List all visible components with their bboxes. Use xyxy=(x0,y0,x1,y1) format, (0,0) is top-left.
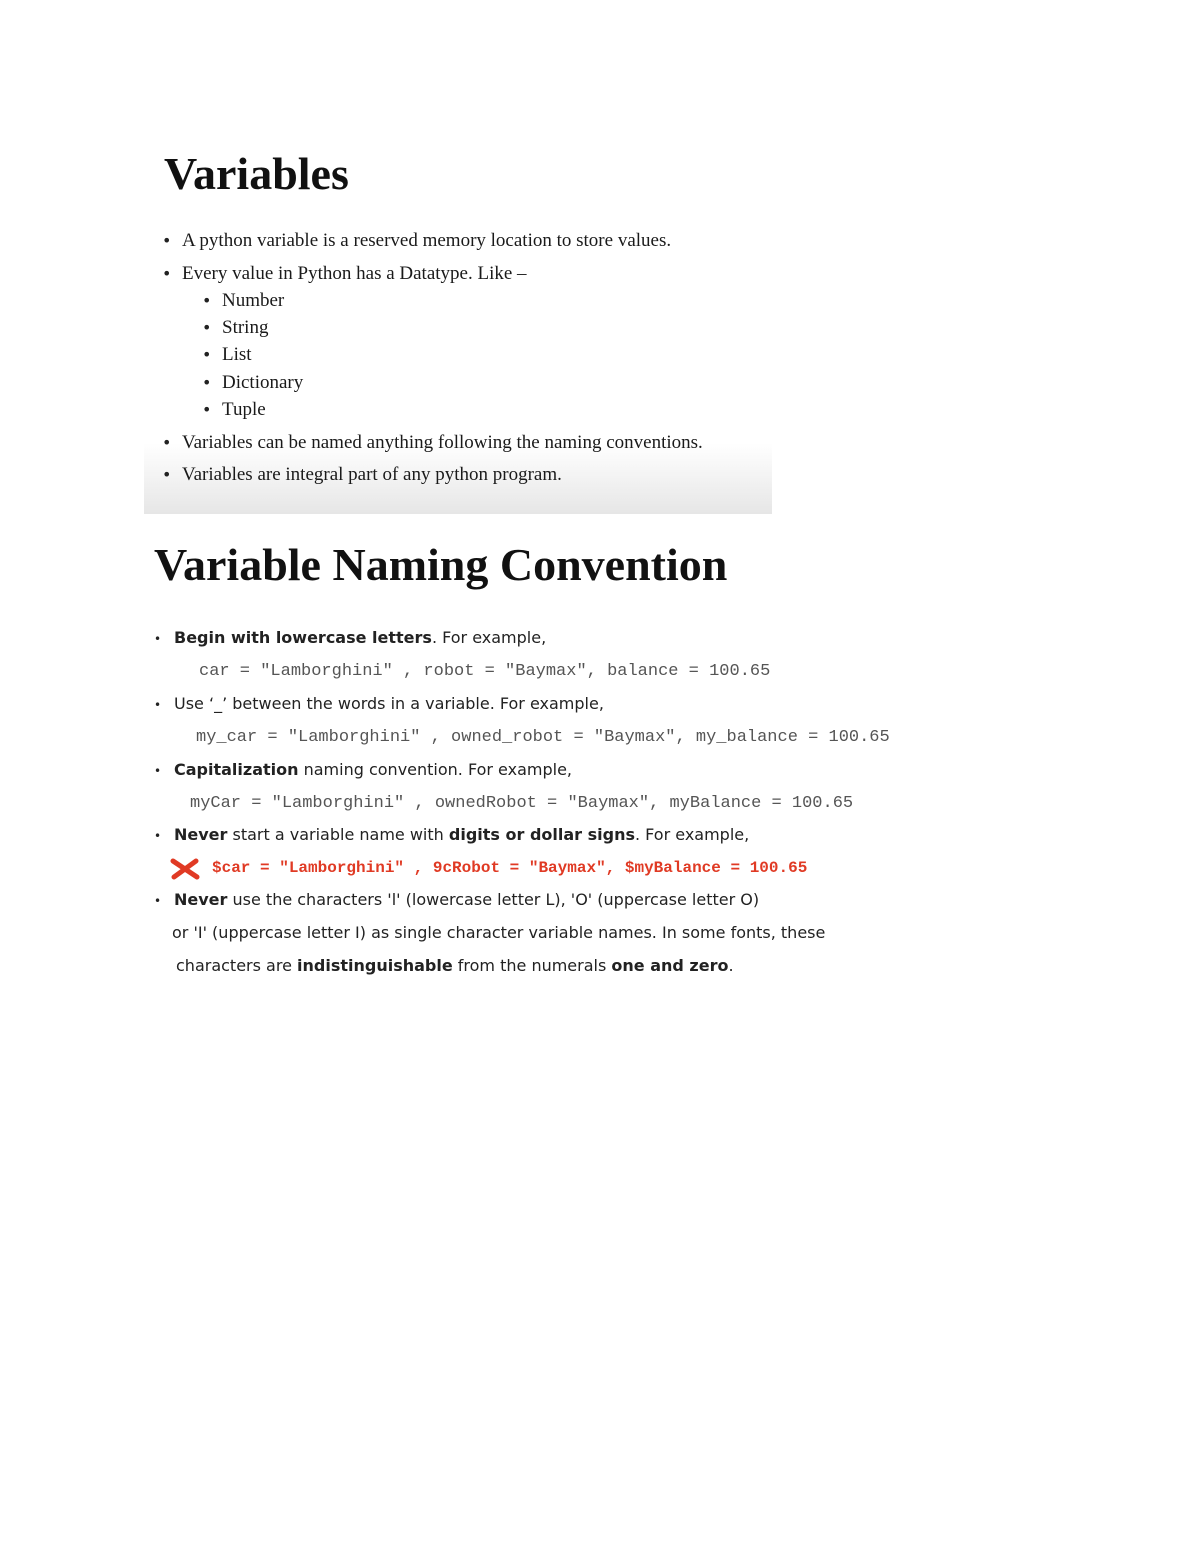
datatype-number: Number xyxy=(222,290,285,311)
rule-no-digits-bold-1: Never xyxy=(174,825,228,844)
variables-title: Variables xyxy=(164,148,349,199)
rule-ambiguous-mid: from the numerals xyxy=(452,956,612,975)
bullet-dot: • xyxy=(162,465,172,484)
datatype-string: String xyxy=(222,317,269,338)
rule-lowercase-rest: . For example, xyxy=(431,628,547,647)
rule-underscore: Use ‘_’ between the words in a variable. For example, xyxy=(174,694,604,713)
rule-ambiguous-rest: use the characters 'l' (lowercase letter L), 'O' (uppercase letter O) xyxy=(227,890,760,909)
bullet-dot: • xyxy=(154,894,162,908)
datatype-dictionary: Dictionary xyxy=(222,372,304,393)
rule-ambiguous-bold: Never xyxy=(174,890,228,909)
code-example-invalid: $car = "Lamborghini" , 9cRobot = "Baymax", $myBalance = 100.65 xyxy=(212,859,808,877)
bullet-dot: • xyxy=(162,264,172,283)
rule-no-digits xyxy=(174,824,749,846)
bullet-dot: • xyxy=(154,829,162,843)
bullet-dot: • xyxy=(154,764,162,778)
rule-ambiguous-chars-line-2: or 'I' (uppercase letter I) as single character variable names. In some fonts, these xyxy=(172,923,826,942)
datatype-tuple: Tuple xyxy=(222,399,266,420)
variables-bullet-3: Variables can be named anything following the naming conventions. xyxy=(182,432,703,453)
cross-icon xyxy=(170,857,200,881)
rule-ambiguous-chars-line-3 xyxy=(176,955,734,977)
rule-ambiguous-bold-2: one and zero xyxy=(611,956,729,975)
code-example-underscore: my_car = "Lamborghini" , owned_robot = "Baymax", my_balance = 100.65 xyxy=(196,728,890,747)
rule-lowercase-bold: Begin with lowercase letters xyxy=(174,628,432,647)
rule-capitalization xyxy=(174,759,572,781)
rule-capitalization-rest: naming convention. For example, xyxy=(298,760,572,779)
rule-capitalization-bold: Capitalization xyxy=(174,760,299,779)
bullet-dot: • xyxy=(162,433,172,452)
datatype-list: List xyxy=(222,344,252,365)
variables-bullet-1: A python variable is a reserved memory location to store values. xyxy=(182,230,672,251)
rule-ambiguous-bold-1: indistinguishable xyxy=(297,956,453,975)
bullet-dot: • xyxy=(202,318,212,337)
code-example-camelcase: myCar = "Lamborghini" , ownedRobot = "Baymax", myBalance = 100.65 xyxy=(190,794,854,813)
bullet-dot: • xyxy=(202,291,212,310)
rule-ambiguous-end: . xyxy=(728,956,734,975)
bullet-dot: • xyxy=(202,345,212,364)
bullet-dot: • xyxy=(202,400,212,419)
bullet-dot: • xyxy=(154,632,162,646)
rule-no-digits-rest: . For example, xyxy=(635,825,750,844)
bullet-dot: • xyxy=(162,231,172,250)
rule-ambiguous-chars-line-1 xyxy=(174,889,759,911)
bullet-dot: • xyxy=(154,698,162,712)
variables-bullet-2: Every value in Python has a Datatype. Like – xyxy=(182,263,527,284)
code-example-lowercase: car = "Lamborghini" , robot = "Baymax", balance = 100.65 xyxy=(199,662,771,681)
rule-no-digits-bold-2: digits or dollar signs xyxy=(448,825,635,844)
rule-ambiguous-pre: characters are xyxy=(176,956,297,975)
convention-title: Variable Naming Convention xyxy=(154,539,728,590)
variables-bullet-4: Variables are integral part of any python program. xyxy=(182,464,562,485)
rule-no-digits-mid: start a variable name with xyxy=(227,825,449,844)
rule-lowercase xyxy=(174,627,546,649)
bullet-dot: • xyxy=(202,373,212,392)
